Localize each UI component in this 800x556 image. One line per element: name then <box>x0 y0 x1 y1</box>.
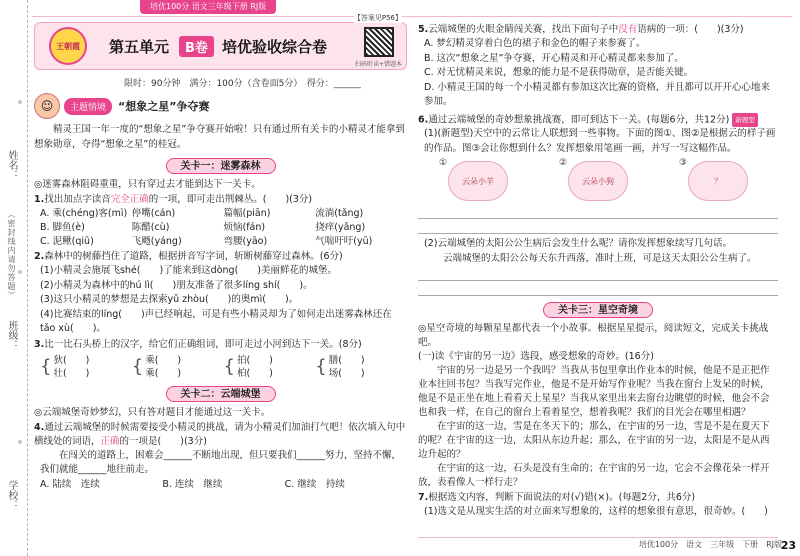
pair-entry[interactable]: 乘( ) <box>145 367 182 379</box>
option-c[interactable]: C. 对无忧精灵来说，想象的能力是不是获得勋章，是否能关键。 <box>424 67 694 78</box>
seal-note: （密封线内请勿答题） <box>7 210 16 300</box>
header-tab: 培优100分 语文三年级下册 RJ版 <box>140 0 276 14</box>
name-label: 姓名： <box>6 150 17 180</box>
char-pair <box>315 354 407 380</box>
stage-1-title: 关卡一：迷雾森林 <box>166 158 276 174</box>
option-cell: 气喘吁吁(yū) <box>315 236 373 247</box>
option-cell: 陈醋(cù) <box>131 222 170 233</box>
option-d[interactable]: D. 小精灵王国的每一个小精灵都有参加这次比赛的资格，并且都可以开开心心地来参加。 <box>424 81 770 107</box>
question-6-part-2: (2)云端城堡的太阳公公生病后会发生什么呢？请你发挥想象续写几句话。 <box>424 238 732 249</box>
answer-line[interactable] <box>418 206 778 219</box>
qr-caption: 扫码听读+错题本 <box>354 61 402 68</box>
pair-entry[interactable]: 拍( ) <box>236 354 273 366</box>
option-a[interactable]: A. 陆续 连续 <box>40 478 100 490</box>
stage-3-lead: ◎星空奇境的每颗星星都代表一个小故事。根据星星提示，阅读短文，完成关卡挑战吧。 <box>418 323 769 348</box>
question-number: 1. <box>34 194 45 205</box>
option-cell: 飞飏(yáng) <box>131 236 182 247</box>
question-5 <box>418 23 778 37</box>
continuation-start: 云端城堡的太阳公公每天东升西落，准时上班，可是这天太阳公公生病了。 <box>443 252 757 264</box>
char-pair <box>132 354 224 380</box>
emphasis-text: 没有 <box>618 24 638 35</box>
question-text: 语病的一项：( )(3分) <box>637 24 744 35</box>
theme-header <box>34 93 407 119</box>
answer-line[interactable] <box>418 283 778 296</box>
pair-entry[interactable]: 柏( ) <box>236 367 273 379</box>
reading-subsection: (一)读《宇宙的另一边》选段，感受想象的奇妙。(16分) <box>418 351 654 362</box>
stage-2-lead: ◎云端城堡奇妙梦幻，只有答对题目才能通过这一关卡。 <box>34 406 271 418</box>
question-text: 森林中的树藤挡住了道路，根据拼音写字词，斩断树藤穿过森林。(6分) <box>44 251 343 262</box>
theme-intro: 精灵王国一年一度的“想象之星”争夺赛开始啦！只有通过所有关卡的小精灵才能拿到想象勋章，夺得“想象之星”的桂冠。 <box>34 124 405 150</box>
question-number: 7. <box>418 492 429 503</box>
question-3-pairs <box>34 354 407 380</box>
question-2-item[interactable]: (1)小精灵会施展飞shé( )了能来到这dòng( )美丽鲜花的城堡。 <box>40 265 337 276</box>
question-number: 2. <box>34 251 45 262</box>
binding-hole <box>18 440 22 444</box>
question-1 <box>34 193 407 207</box>
figure-caption: 云朵小狗 <box>582 176 614 186</box>
figure-caption: 云朵小羊 <box>462 176 494 186</box>
figure-caption: ？ <box>714 176 722 186</box>
qr-code-icon[interactable] <box>364 27 394 57</box>
left-column <box>34 14 407 492</box>
brace-icon: { <box>40 355 52 377</box>
question-text: 云端城堡的火眼金睛闯关赛，找出下面句子中 <box>428 24 619 35</box>
school-label: 学校： <box>6 480 17 510</box>
cloud-figure-2 <box>559 158 628 201</box>
option-cell[interactable]: A. 乘(chéng)客(mì) <box>40 208 128 219</box>
question-text: 的一项，即可走出荆棘丛。( )(3分) <box>148 194 313 205</box>
binding-strip <box>0 0 28 556</box>
option-cell: 篇幅(piān) <box>223 208 271 219</box>
passage-paragraph: 在宇宙的这一边，雪是在冬天下的；那么，在宇宙的另一边，雪是不是在夏天下的呢？在宇宙的这一边，太阳从东边升起；那么，在宇宙的另一边，太阳是不是从西边升起的？ <box>418 421 770 460</box>
figure-number: ② <box>559 158 568 168</box>
option-cell: 弯腰(yāo) <box>223 236 268 247</box>
pair-entry[interactable]: 壮( ) <box>53 367 90 379</box>
option-b[interactable]: B. 连续 继续 <box>162 478 223 490</box>
question-4-sentence: 在闯关的道路上，困难会______不断地出现，但只要我们______努力，坚持不懈，我们就能______地往前走。 <box>40 449 402 475</box>
right-column <box>418 22 778 520</box>
theme-title: “想象之星”争夺赛 <box>118 100 210 113</box>
option-cell: 流淌(tǎng) <box>315 208 364 219</box>
new-type-tag: 新题型 <box>732 113 758 127</box>
title-banner <box>34 14 407 70</box>
question-6 <box>418 113 778 128</box>
passage-paragraph: 在宇宙的这一边，石头是没有生命的；在宇宙的另一边，它会不会像花朵一样开放，表看像人一样行走？ <box>418 463 770 488</box>
option-c[interactable]: C. 继续 持续 <box>284 478 345 490</box>
footer-text: 培优100分 语文 三年级 下册 RJ版 <box>638 540 782 549</box>
passage-paragraph: 宇宙的另一边是另一个我吗？当我从书包里拿出作业本的时候，他是不是正把作业本往回书包？当我写完作业，他是不是开始写作业呢？当我在窗台上发呆的时候，他是不是正坐在地上看看天上星星？当我从家里出来去窗台边眺望的时候，他会不会也和我一样，在自己的窗台上看着星空，想着我呢？我们的目光会在哪里相遇？ <box>418 365 770 418</box>
question-number: 3. <box>34 338 45 350</box>
header-divider <box>32 16 792 17</box>
question-text: 找出加点字读音 <box>44 194 111 205</box>
question-text: 根据选文内容，判断下面说法的对(√)错(×)。(每题2分，共6分) <box>428 492 696 503</box>
question-number: 5. <box>418 24 429 35</box>
paper-title: 培优验收综合卷 <box>221 37 327 56</box>
question-number: 4. <box>34 421 45 433</box>
answer-reference: 【答案见P56】 <box>353 14 402 22</box>
question-4-options <box>34 478 407 492</box>
binding-hole <box>18 100 22 104</box>
pair-entry[interactable]: 场( ) <box>328 367 365 379</box>
question-text: 通过云端城堡的时候需要接受小精灵的挑战，请为小精灵们加油打气吧！依次填入句中横线处的词语， <box>34 421 406 447</box>
stage-2-title: 关卡二：云端城堡 <box>166 386 276 402</box>
question-7 <box>418 491 778 505</box>
option-cell: 挠痒(yǎng) <box>315 222 366 233</box>
pair-entry[interactable]: 乘( ) <box>145 354 182 366</box>
exam-meta: 限时：90分钟 满分：100分（含卷面5分） 得分：______ <box>124 79 361 89</box>
emphasis-text: 正确 <box>100 435 120 447</box>
question-3 <box>34 338 407 352</box>
option-cell: 烦恼(fán) <box>223 222 266 233</box>
page-number: 23 <box>780 539 796 552</box>
pair-entry[interactable]: 狄( ) <box>53 354 90 366</box>
theme-chip: 主题情境 <box>64 98 112 115</box>
question-2-item[interactable]: (4)比赛结束的líng( )声已经响起，可是有些小精灵却为了如何走出迷雾森林还在tǎo xù( )。 <box>40 308 392 334</box>
question-text: 通过云端城堡的奇妙想象挑战赛，即可到达下一关。(每题6分，共12分) <box>428 114 730 125</box>
cloud-figures <box>418 158 778 204</box>
option-cell[interactable]: B. 脚鱼(è) <box>40 222 85 233</box>
brand-logo: 王朝霞 <box>49 27 87 65</box>
cloud-figure-3[interactable] <box>679 158 748 201</box>
question-2 <box>34 250 407 264</box>
question-6-part-1: (1)(新题型)天空中的云常让人联想到一些事物。下面的图①、图②是根据云的样子画的作品。图③会让你想到什么？发挥想象用笔画一画，并写一写这幅作品。 <box>424 128 776 154</box>
question-4 <box>34 421 407 449</box>
answer-line[interactable] <box>418 221 778 234</box>
question-1-options <box>34 207 407 249</box>
figure-number: ③ <box>679 158 688 168</box>
cloud-figure-1 <box>439 158 508 201</box>
binding-hole <box>18 270 22 274</box>
class-label: 班级： <box>6 320 17 350</box>
emphasis-text: 完全正确 <box>110 194 149 205</box>
option-cell: 停嘴(cán) <box>131 208 176 219</box>
child-mascot-icon: ☺ <box>34 93 60 119</box>
figure-number: ① <box>439 158 448 168</box>
option-a[interactable]: A. 梦幻精灵穿着白色的裙子和金色的帽子来参赛了。 <box>424 38 646 49</box>
char-pair <box>40 354 132 380</box>
brace-icon: { <box>315 355 327 377</box>
option-cell[interactable]: C. 泥鳅(qiū) <box>40 236 94 247</box>
unit-title: 第五单元 <box>109 37 170 56</box>
char-pair <box>224 354 316 380</box>
paper-badge: B卷 <box>179 36 214 57</box>
option-b[interactable]: B. 这次“想象之星”争夺赛，开心精灵和开心精灵都来参加了。 <box>424 52 684 64</box>
question-2-item[interactable]: (3)这只小精灵的梦想是去探索yǔ zhòu( )的奥mì( )。 <box>40 294 299 305</box>
question-text: 的一项是( )(3分) <box>119 435 207 447</box>
stage-1-lead: ◎迷雾森林阻碍重重，只有穿过去才能到达下一关卡。 <box>34 179 261 190</box>
brace-icon: { <box>223 355 235 377</box>
stage-3-title: 关卡三：星空奇境 <box>543 302 653 318</box>
question-text: 比一比石头桥上的汉字，给它们正确组词，即可走过小河到达下一关。(8分) <box>44 338 362 350</box>
footer-divider <box>418 537 778 538</box>
question-2-item[interactable]: (2)小精灵为森林中的hú lì( )朋友准备了很多líng shí( )。 <box>40 279 313 291</box>
question-7-item[interactable]: (1)选文是从现实生活的对立面来写想象的，这样的想象很有意思，很奇妙。( ) <box>424 506 768 517</box>
pair-entry[interactable]: 膳( ) <box>328 354 365 366</box>
answer-line[interactable] <box>418 268 778 281</box>
brace-icon: { <box>131 355 144 377</box>
question-number: 6. <box>418 114 429 125</box>
